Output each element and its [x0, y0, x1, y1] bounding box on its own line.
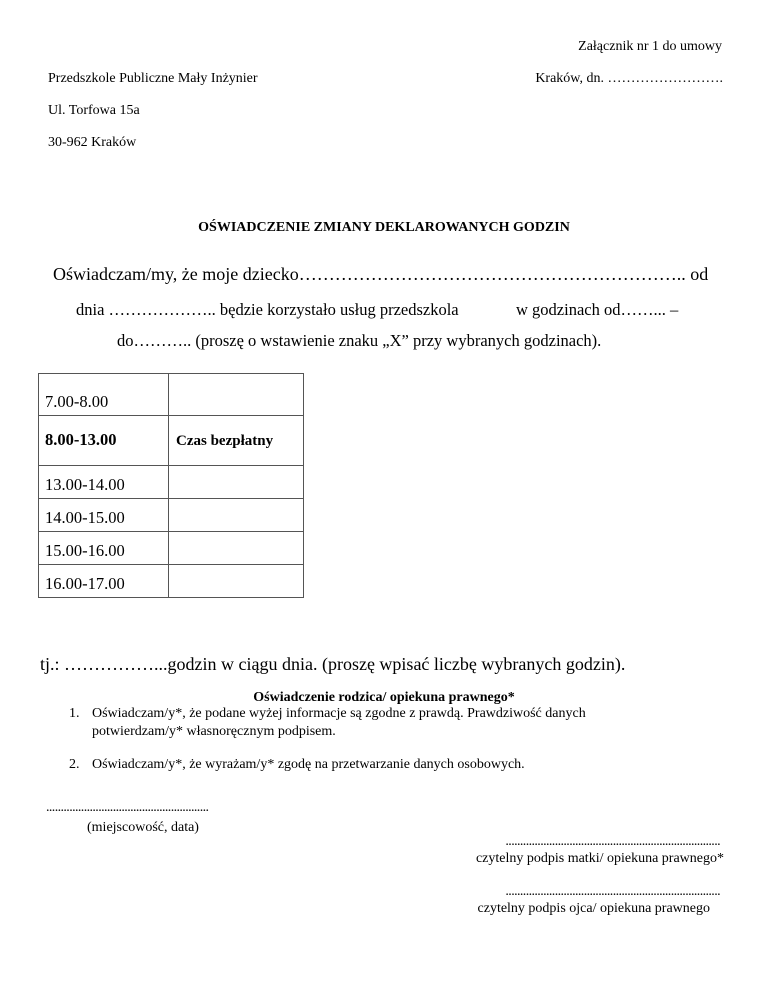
declaration-line-1: Oświadczam/my, że moje dziecko……………………………………………………….. od: [53, 264, 709, 284]
father-signature-dotted-line: ..........................................................................: [505, 884, 720, 899]
statement-item-1-line-1: Oświadczam/y*, że podane wyżej informacje są zgodne z prawdą. Prawdziwość danych: [92, 706, 586, 721]
table-row: [39, 416, 304, 466]
institution-street: Ul. Torfowa 15a: [48, 103, 140, 118]
statement-item-2: Oświadczam/y*, że wyrażam/y* zgodę na przetwarzanie danych osobowych.: [92, 757, 525, 772]
selection-cell[interactable]: [169, 565, 304, 598]
statement-item-1-number: 1.: [69, 706, 80, 721]
table-row: [39, 466, 304, 499]
table-row: [39, 565, 304, 598]
free-time-note-text: Czas bezpłatny: [176, 433, 274, 449]
table-row: [39, 374, 304, 416]
declaration-line-2a: dnia ……………….. będzie korzystało usług przedszkola: [76, 300, 459, 319]
free-time-note: [169, 416, 304, 466]
selection-cell[interactable]: [169, 466, 304, 499]
statement-item-1-line-2: potwierdzam/y* własnoręcznym podpisem.: [92, 724, 336, 739]
declaration-line-3: do……….. (proszę o wstawienie znaku „X” przy wybranych godzinach).: [117, 331, 602, 350]
place-date-header: Kraków, dn. …………………….: [535, 71, 723, 86]
hours-cell: 15.00-16.00: [39, 532, 169, 565]
institution-postal-city: 30-962 Kraków: [48, 135, 137, 150]
institution-name: Przedszkole Publiczne Mały Inżynier: [48, 71, 258, 86]
statement-heading: Oświadczenie rodzica/ opiekuna prawnego*: [253, 690, 515, 705]
selection-cell[interactable]: [169, 499, 304, 532]
mother-signature-label: czytelny podpis matki/ opiekuna prawnego*: [475, 851, 724, 866]
hours-cell: 16.00-17.00: [39, 565, 169, 598]
selection-cell[interactable]: [169, 374, 304, 416]
mother-signature-dotted-line: ..........................................................................: [505, 834, 720, 849]
table-row: [39, 499, 304, 532]
document-title: OŚWIADCZENIE ZMIANY DEKLAROWANYCH GODZIN: [198, 220, 570, 235]
statement-item-2-number: 2.: [69, 757, 80, 772]
place-date-label: (miejscowość, data): [87, 820, 199, 835]
place-date-dotted-line: ........................................................: [46, 800, 209, 815]
father-signature-label: czytelny podpis ojca/ opiekuna prawnego: [477, 901, 710, 916]
declaration-line-2b: w godzinach od……... –: [516, 300, 679, 319]
table-row: [39, 532, 304, 565]
annex-label: Załącznik nr 1 do umowy: [578, 39, 722, 54]
hours-cell: 8.00-13.00: [39, 416, 169, 466]
selection-cell[interactable]: [169, 532, 304, 565]
hours-cell: 7.00-8.00: [39, 374, 169, 416]
hours-count-line: tj.: ……………...godzin w ciągu dnia. (proszę wpisać liczbę wybranych godzin).: [40, 654, 626, 674]
hours-table: [38, 373, 304, 598]
hours-cell: 14.00-15.00: [39, 499, 169, 532]
hours-cell: 13.00-14.00: [39, 466, 169, 499]
